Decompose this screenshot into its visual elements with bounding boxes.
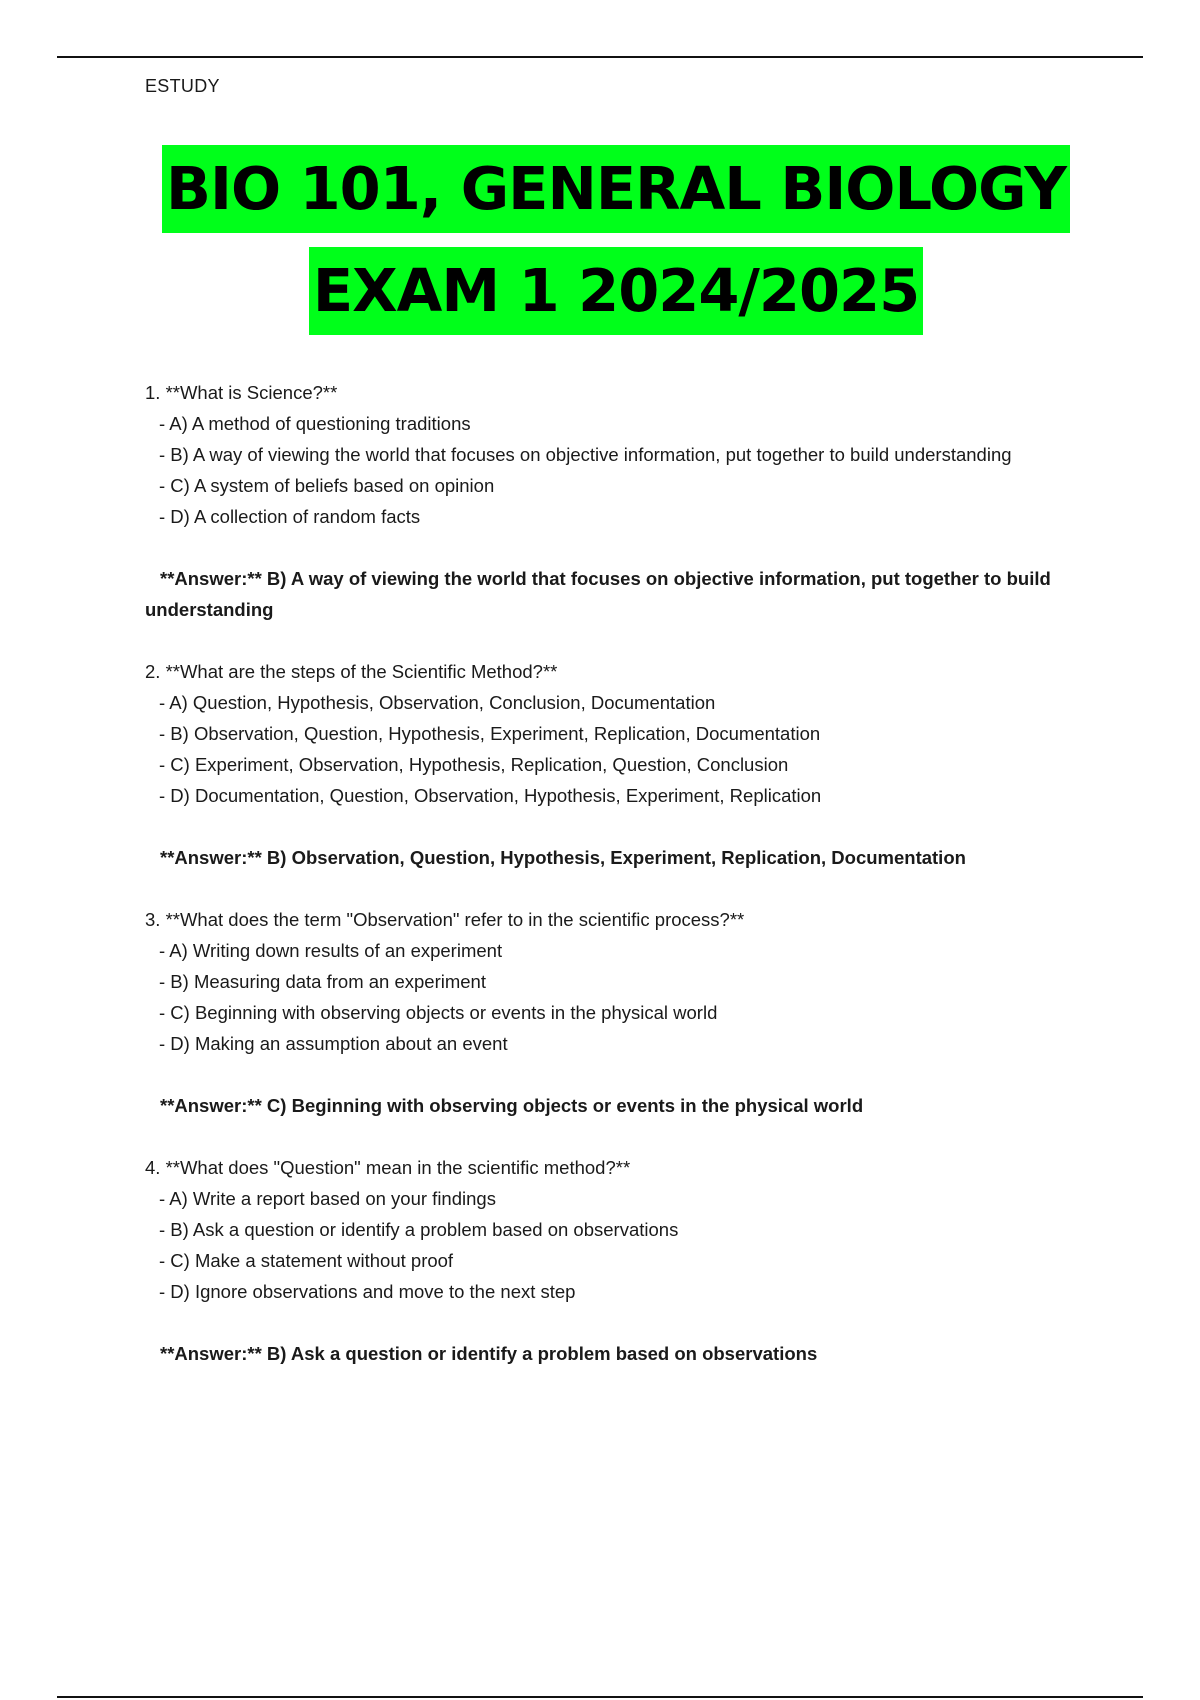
title-line-2: EXAM 1 2024/2025	[309, 247, 923, 335]
question-text: 4. **What does "Question" mean in the scientific method?**	[145, 1157, 631, 1178]
answer-option: - D) Documentation, Question, Observation, Hypothesis, Experiment, Replication	[159, 785, 822, 806]
answer-option: - D) A collection of random facts	[159, 506, 421, 527]
question-item	[145, 377, 1070, 625]
question-item	[145, 656, 1070, 873]
question-item	[145, 904, 1070, 1121]
answer-option: - C) Beginning with observing objects or events in the physical world	[159, 1002, 718, 1023]
answer-option: - A) Write a report based on your findings	[159, 1188, 496, 1209]
correct-answer: **Answer:** B) Observation, Question, Hypothesis, Experiment, Replication, Documentation	[160, 847, 966, 868]
answer-option: - B) Ask a question or identify a problem based on observations	[159, 1219, 679, 1240]
answer-option: - C) Make a statement without proof	[159, 1250, 454, 1271]
footer-divider	[57, 1696, 1143, 1698]
answer-option: - D) Making an assumption about an event	[159, 1033, 508, 1054]
header-divider	[57, 56, 1143, 58]
answer-option: - C) A system of beliefs based on opinion	[159, 475, 495, 496]
answer-option: - D) Ignore observations and move to the next step	[159, 1281, 576, 1302]
document-title	[0, 145, 1200, 335]
question-text: 1. **What is Science?**	[145, 382, 338, 403]
answer-option: - C) Experiment, Observation, Hypothesis, Replication, Question, Conclusion	[159, 754, 789, 775]
answer-option: - A) Writing down results of an experiment	[159, 940, 503, 961]
title-line-1: BIO 101, GENERAL BIOLOGY	[162, 145, 1070, 233]
answer-option: - B) Observation, Question, Hypothesis, Experiment, Replication, Documentation	[159, 723, 821, 744]
answer-option: - B) Measuring data from an experiment	[159, 971, 486, 992]
question-text: 3. **What does the term "Observation" refer to in the scientific process?**	[145, 909, 745, 930]
question-text: 2. **What are the steps of the Scientific Method?**	[145, 661, 558, 682]
answer-option: - A) Question, Hypothesis, Observation, Conclusion, Documentation	[159, 692, 716, 713]
correct-answer: **Answer:** B) A way of viewing the world that focuses on objective information, put together to build understanding	[145, 568, 1051, 620]
correct-answer: **Answer:** B) Ask a question or identify a problem based on observations	[160, 1343, 818, 1364]
answer-option: - A) A method of questioning traditions	[159, 413, 471, 434]
document-header-label: ESTUDY	[145, 76, 220, 96]
answer-option: - B) A way of viewing the world that focuses on objective information, put together to build understanding	[159, 444, 1012, 465]
question-list	[145, 377, 1070, 1400]
question-item	[145, 1152, 1070, 1369]
correct-answer: **Answer:** C) Beginning with observing objects or events in the physical world	[160, 1095, 864, 1116]
